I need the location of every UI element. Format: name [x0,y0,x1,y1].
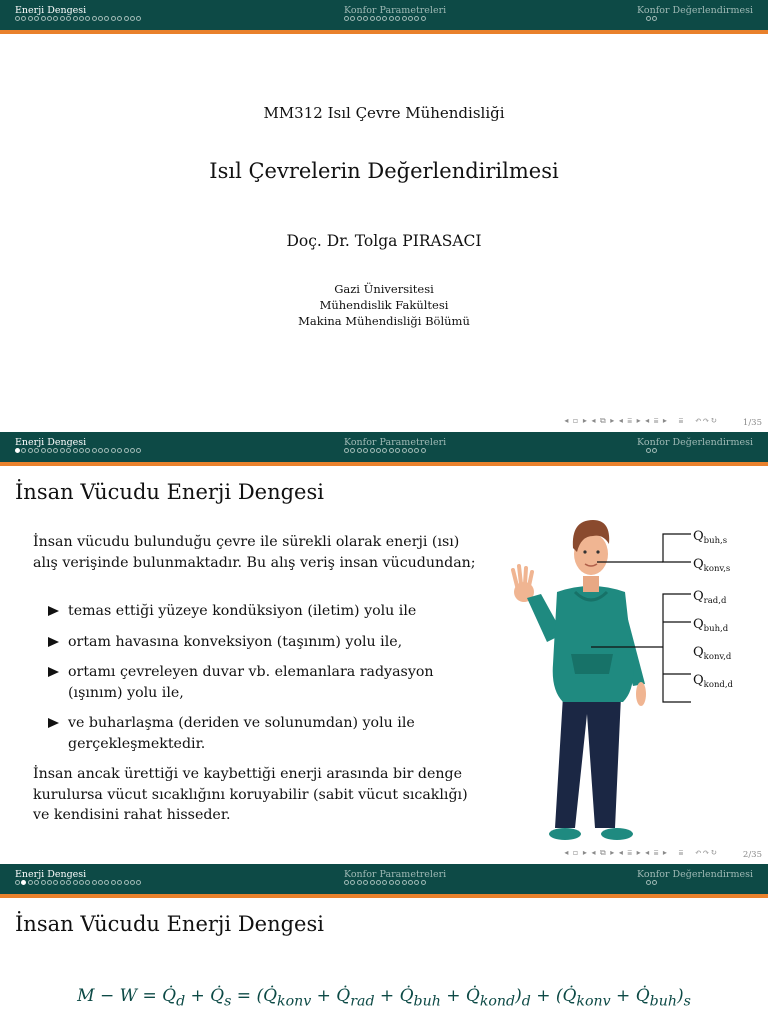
energy-balance-equation-slide [0,864,768,1024]
nav-dot[interactable] [414,448,419,453]
nav-dot[interactable] [117,16,122,21]
nav-dot[interactable] [124,880,129,885]
nav-dot[interactable] [47,448,52,453]
nav-dot[interactable] [646,880,651,885]
nav-dots-section3[interactable] [646,16,657,24]
nav-dot[interactable] [136,880,141,885]
nav-dot[interactable] [85,880,90,885]
nav-dot[interactable] [104,448,109,453]
bullet-triangle-icon [48,606,59,616]
nav-dot[interactable] [376,16,381,21]
frame-title: İnsan Vücudu Enerji Dengesi [15,480,324,504]
nav-dot[interactable] [382,448,387,453]
nav-dot[interactable] [98,16,103,21]
person-illustration [513,520,646,840]
nav-dots-section2[interactable] [344,16,426,24]
bullet-triangle-icon [48,667,59,677]
presentation-title: Isıl Çevrelerin Değerlendirilmesi [209,159,559,183]
nav-dot[interactable] [402,448,407,453]
nav-dot[interactable] [363,448,368,453]
nav-dot[interactable] [646,448,651,453]
nav-dot[interactable] [15,448,20,453]
nav-dot[interactable] [370,880,375,885]
label-q-konv-s: $Q_{konv,s}$ [693,557,731,574]
nav-dot[interactable] [357,448,362,453]
list-item: ortam havasına konveksiyon (taşınım) yolu ile, [48,632,468,653]
nav-dot[interactable] [376,880,381,885]
energy-balance-equation: $M - W = Q̇_d$ + $Q̇_s$ = ($Q̇_{konv}$ + $Q̇_{rad}$ + $Q̇_{buh}$ + $Q̇_{kond})_d$ + ($Q̇_{konv}$ + $Q̇_{buh})_s$ [77,986,691,1010]
nav-dot[interactable] [98,880,103,885]
beamer-nav-controls[interactable]: ◂ ▫ ▸ ◂ ⧉ ▸ ◂ ≣ ▸ ◂ ≣ ▸ ≣ ↶↷↻ [564,848,718,857]
nav-dot[interactable] [124,448,129,453]
nav-dot[interactable] [124,16,129,21]
nav-dot[interactable] [66,880,71,885]
nav-dot[interactable] [79,448,84,453]
nav-dot[interactable] [130,16,135,21]
nav-dot[interactable] [402,16,407,21]
nav-dot[interactable] [652,16,657,21]
nav-dot[interactable] [350,880,355,885]
section-link-konfor-degerlendirmesi[interactable]: Konfor Değerlendirmesi [637,5,753,16]
course-name: MM312 Isıl Çevre Mühendisliği [263,104,505,122]
nav-dot[interactable] [21,880,26,885]
nav-dot[interactable] [28,880,33,885]
nav-dot[interactable] [117,448,122,453]
nav-dots-section1[interactable] [15,448,141,456]
nav-dot[interactable] [41,880,46,885]
nav-dots-section1[interactable] [15,880,141,888]
nav-dot[interactable] [15,16,20,21]
bullet-triangle-icon [48,718,59,728]
nav-dot[interactable] [421,880,426,885]
nav-dot[interactable] [652,448,657,453]
intro-paragraph: İnsan vücudu bulunduğu çevre ile sürekli olarak enerji (ısı) alış verişinde bulunmaktadır. Bu alış veriş insan vücudundan; [33,534,476,571]
header-bar [0,432,768,462]
nav-dot[interactable] [421,448,426,453]
nav-dot[interactable] [53,880,58,885]
nav-dot[interactable] [389,448,394,453]
nav-dot[interactable] [389,880,394,885]
nav-dot[interactable] [382,16,387,21]
nav-dot[interactable] [402,880,407,885]
university: Gazi Üniversitesi [334,282,434,296]
nav-dot[interactable] [376,448,381,453]
department: Makina Mühendisliği Bölümü [298,314,470,328]
human-heat-transfer-figure [505,514,755,844]
list-item: temas ettiği yüzeye kondüksiyon (iletim) yolu ile [48,601,468,622]
section-link-enerji[interactable]: Enerji Dengesi [15,437,87,448]
nav-dot[interactable] [85,448,90,453]
nav-dot[interactable] [73,880,78,885]
section-link-konfor-parametreleri[interactable]: Konfor Parametreleri [344,437,447,448]
nav-dot[interactable] [344,16,349,21]
nav-dot[interactable] [136,448,141,453]
nav-dot[interactable] [111,448,116,453]
nav-dot[interactable] [28,448,33,453]
nav-dot[interactable] [414,16,419,21]
section-link-enerji[interactable]: Enerji Dengesi [15,869,87,880]
nav-dot[interactable] [85,16,90,21]
nav-dot[interactable] [104,880,109,885]
nav-dot[interactable] [60,880,65,885]
header-bar [0,0,768,30]
frame-title: İnsan Vücudu Enerji Dengesi [15,912,324,936]
nav-dot[interactable] [34,448,39,453]
nav-dots-section3[interactable] [646,448,657,456]
nav-dot[interactable] [646,16,651,21]
nav-dot[interactable] [363,880,368,885]
nav-dot[interactable] [53,448,58,453]
nav-dots-section2[interactable] [344,448,426,456]
bullet-triangle-icon [48,637,59,647]
nav-dot[interactable] [395,448,400,453]
nav-dot[interactable] [414,880,419,885]
page-number: 2/35 [742,850,762,860]
nav-dot[interactable] [111,880,116,885]
nav-dot[interactable] [652,880,657,885]
energy-balance-slide [0,432,768,864]
nav-dot[interactable] [47,880,52,885]
nav-dot[interactable] [41,448,46,453]
nav-dot[interactable] [66,16,71,21]
label-q-kond-d: $Q_{kond,d}$ [693,673,733,690]
label-q-buh-d: $Q_{buh,d}$ [693,617,729,634]
nav-dot[interactable] [363,16,368,21]
nav-dot[interactable] [408,880,413,885]
nav-dot[interactable] [370,448,375,453]
conclusion-paragraph: İnsan ancak ürettiği ve kaybettiği enerji arasında bir denge kurulursa vücut sıcaklığını koruyabilir (sabit vücut sıcaklığı) ve kendisini rahat hisseder. [33,766,468,823]
nav-dot[interactable] [66,448,71,453]
list-item: ortamı çevreleyen duvar vb. elemanlara radyasyon (ışınım) yolu ile, [48,662,468,703]
nav-dot[interactable] [389,16,394,21]
nav-dot[interactable] [47,16,52,21]
list-item: ve buharlaşma (deriden ve solunumdan) yolu ile gerçekleşmektedir. [48,713,468,754]
author-name: Doç. Dr. Tolga PIRASACI [286,232,482,250]
nav-dot[interactable] [344,448,349,453]
nav-dot[interactable] [98,448,103,453]
nav-dot[interactable] [21,448,26,453]
nav-dot[interactable] [350,16,355,21]
nav-dot[interactable] [60,16,65,21]
nav-dots-section3[interactable] [646,880,657,888]
nav-dot[interactable] [34,16,39,21]
nav-dot[interactable] [117,880,122,885]
nav-dot[interactable] [15,880,20,885]
title-slide [0,0,768,432]
nav-dot[interactable] [357,16,362,21]
nav-dot[interactable] [111,16,116,21]
header-accent-line [0,894,768,898]
faculty: Mühendislik Fakültesi [319,298,449,312]
nav-dot[interactable] [357,880,362,885]
nav-dot[interactable] [53,16,58,21]
section-link-konfor-degerlendirmesi[interactable]: Konfor Değerlendirmesi [637,437,753,448]
nav-dot[interactable] [34,880,39,885]
nav-dots-section1[interactable] [15,16,141,24]
nav-dot[interactable] [60,448,65,453]
beamer-nav-controls[interactable]: ◂ ▫ ▸ ◂ ⧉ ▸ ◂ ≣ ▸ ◂ ≣ ▸ ≣ ↶↷↻ [564,416,718,425]
page-number: 1/35 [742,418,762,428]
nav-dot[interactable] [421,16,426,21]
header-bar [0,864,768,894]
nav-dot[interactable] [136,16,141,21]
nav-dot[interactable] [92,448,97,453]
header-accent-line [0,30,768,34]
header-accent-line [0,462,768,466]
nav-dot[interactable] [130,448,135,453]
nav-dot[interactable] [79,880,84,885]
nav-dot[interactable] [130,880,135,885]
label-q-konv-d: $Q_{konv,d}$ [693,645,732,662]
nav-dot[interactable] [92,880,97,885]
nav-dot[interactable] [395,880,400,885]
nav-dot[interactable] [104,16,109,21]
nav-dot[interactable] [73,16,78,21]
nav-dots-section2[interactable] [344,880,426,888]
nav-dot[interactable] [344,880,349,885]
nav-dot[interactable] [395,16,400,21]
nav-dot[interactable] [73,448,78,453]
nav-dot[interactable] [408,448,413,453]
section-link-konfor-parametreleri[interactable]: Konfor Parametreleri [344,5,447,16]
nav-dot[interactable] [21,16,26,21]
heat-flow-labels [693,529,734,690]
nav-dot[interactable] [382,880,387,885]
section-link-konfor-degerlendirmesi[interactable]: Konfor Değerlendirmesi [637,869,753,880]
bullet-list [48,601,468,764]
nav-dot[interactable] [79,16,84,21]
label-q-buh-s: $Q_{buh,s}$ [693,529,728,546]
label-q-rad-d: $Q_{rad,d}$ [693,589,727,606]
institution [0,281,768,329]
section-link-enerji[interactable]: Enerji Dengesi [15,5,87,16]
nav-dot[interactable] [92,16,97,21]
nav-dot[interactable] [41,16,46,21]
nav-dot[interactable] [350,448,355,453]
section-link-konfor-parametreleri[interactable]: Konfor Parametreleri [344,869,447,880]
nav-dot[interactable] [28,16,33,21]
nav-dot[interactable] [408,16,413,21]
nav-dot[interactable] [370,16,375,21]
